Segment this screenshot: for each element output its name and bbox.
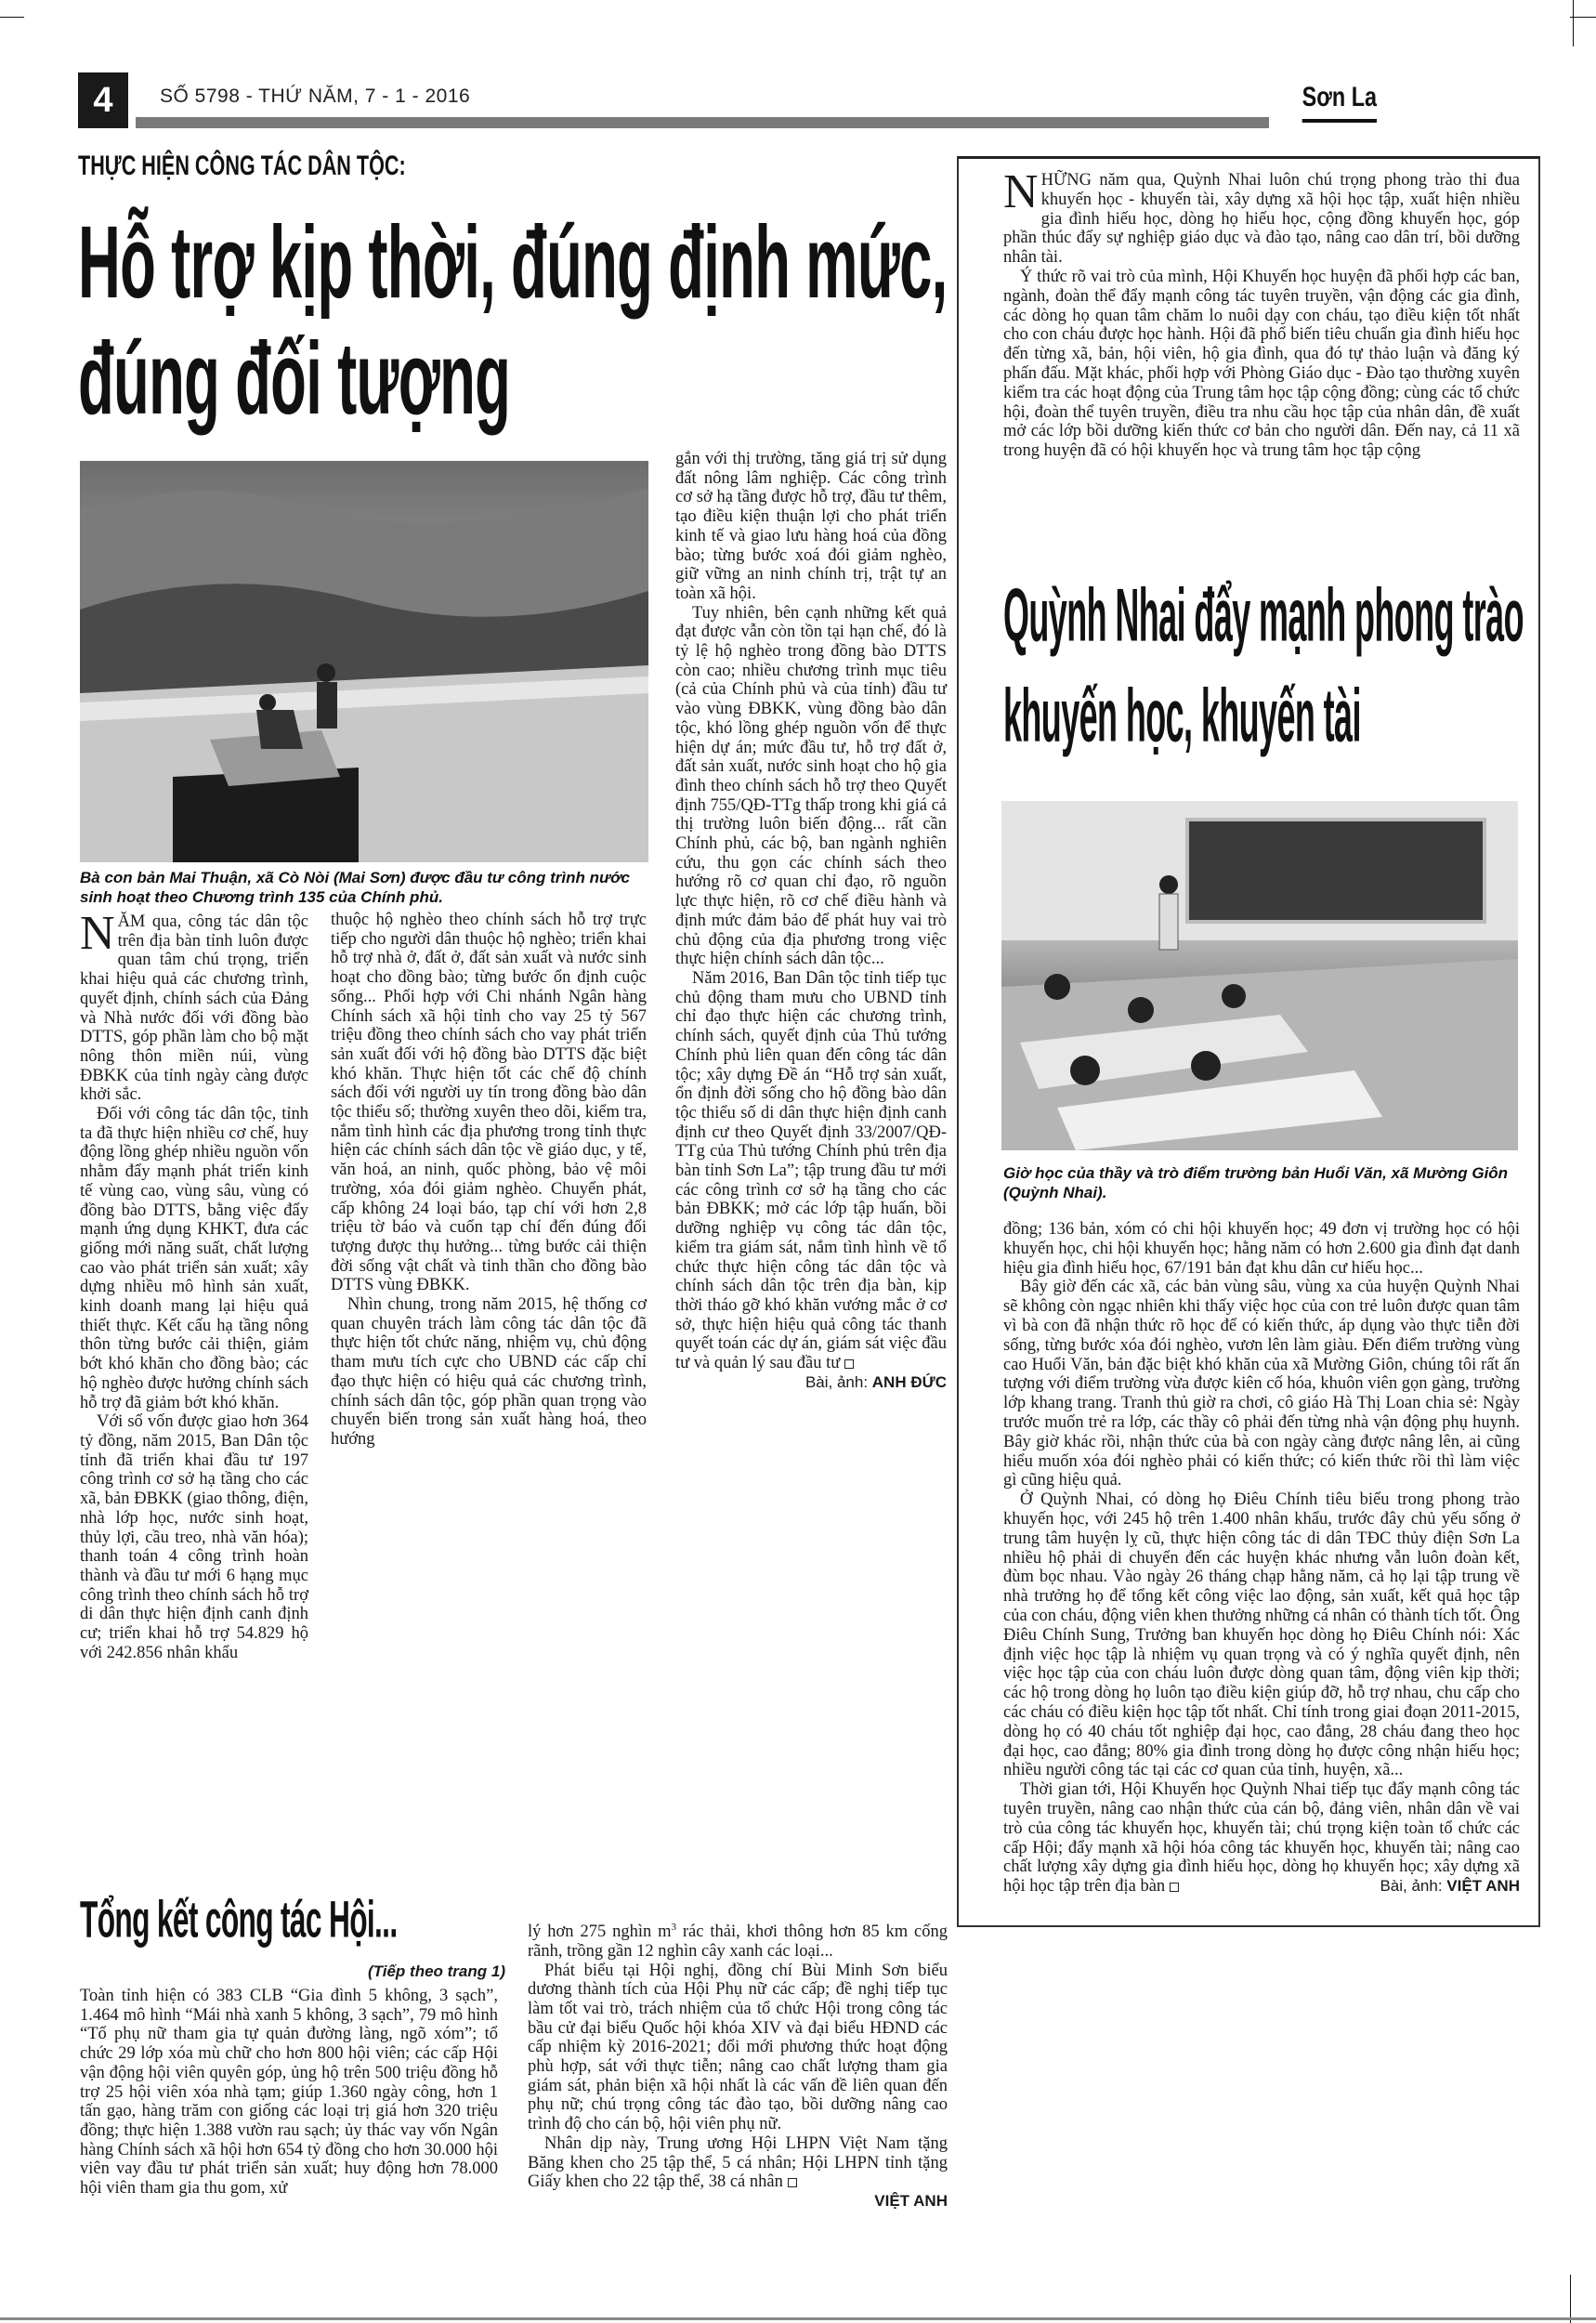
article-headline: Tổng kết công tác Hội... (80, 1892, 398, 1949)
article-paragraph: NĂM qua, công tác dân tộc trên địa bàn tỉnh luôn được quan tâm chú trọng, triển khai hiệu quả các chương trình, quyết định, chính sách của Đảng và Nhà nước đối với đồng bào DTTS, góp phần làm cho bộ mặt nông thôn miền núi, vùng ĐBKK của tỉnh ngày càng được khởi sắc. (80, 907, 308, 1105)
photo-illustration (1001, 801, 1518, 1150)
crop-mark (1570, 2275, 1571, 2323)
article-paragraph: NHỮNG năm qua, Quỳnh Nhai luôn chú trọng phong trào thi đua khuyến học - khuyến tài, xây dựng xã hội học tập, xuất hiện nhiều gia đình hiếu học, dòng họ hiếu học, cộng đồng khuyến học, góp phần thúc đẩy sự nghiệp giáo dục và đào tạo, nâng cao dân trí, bồi dưỡng nhân tài. (1003, 165, 1520, 268)
drop-cap: N (80, 907, 115, 960)
article-paragraph: Ý thức rõ vai trò của mình, Hội Khuyến học huyện đã phối hợp các ban, ngành, đoàn thể đẩy mạnh công tác tuyên truyền, vận động các gia đình, các dòng họ quan tâm chăm lo nuôi dạy con cháu, tạo điều kiện tốt nhất cho con cháu được học hành. Hội đã phổ biến tiêu chuẩn gia đình hiếu học đến từng xã, bản, hội viên, hộ gia đình, qua đó tự thảo luận và đăng ký phấn đấu. Mặt khác, phối hợp với Phòng Giáo dục - Đào tạo thường xuyên kiểm tra các hoạt động của Trung tâm học tập cộng đồng; cùng các tổ chức hội, đoàn thể tuyên truyền, điều tra nhu cầu học tập của nhân dân, đề xuất mở các lớp bồi dưỡng kiến thức cơ bản cho người dân. Đến nay, cả 11 xã trong huyện đã có hội khuyến học và trung tâm học tập cộng (1003, 267, 1520, 461)
article-paragraph: thuộc hộ nghèo theo chính sách hỗ trợ trực tiếp cho người dân thuộc hộ nghèo; triển khai hỗ trợ nhà ở, đất ở, đất sản xuất và nước sinh hoạt cho đồng bào; từng bước ổn định cuộc sống... Phối hợp với Chi nhánh Ngân hàng Chính sách xã hội tỉnh cho vay 25 tỷ 567 triệu đồng theo chính sách cho vay phát triển sản xuất đối với hộ đồng bào DTTS đặc biệt khó khăn. Thực hiện tốt các chế độ chính sách đối với người uy tín trong đồng bào dân tộc thiểu số; thường xuyên theo dõi, kiểm tra, nắm tình hình các địa phương trong tỉnh thực hiện các chính sách dân tộc về giáo dục, y tế, văn hoá, an ninh, quốc phòng, bảo vệ môi trường, xóa đói giảm nghèo. Chuyển phát, cấp không 24 loại báo, tạp chí với hơn 2,8 triệu tờ báo và cuốn tạp chí đến đúng đối tượng được thụ hưởng... từng bước cải thiện đời sống vật chất và tinh thần cho đồng bào DTTS vùng ĐBKK. (331, 911, 647, 1295)
article-paragraph: gắn với thị trường, tăng giá trị sử dụng đất nông lâm nghiệp. Các công trình cơ sở hạ tầng được hỗ trợ, đầu tư thêm, tạo điều kiện thuận lợi cho phát triển kinh tế và giao lưu hàng hoá của đồng bào; từng bước xoá đói giảm nghèo, giữ vững an ninh chính trị, trật tự an toàn xã hội. (675, 450, 947, 603)
article-paragraph: Với số vốn được giao hơn 364 tỷ đồng, năm 2015, Ban Dân tộc tỉnh đã triển khai đầu tư 197 công trình cơ sở hạ tầng cho các xã, bản ĐBKK (giao thông, điện, nhà lớp học, nước sinh hoạt, thủy lợi, cầu treo, nhà văn hóa); thanh toán 4 công trình hoàn thành và đầu tư mới 6 hạng mục công trình theo chính sách hỗ trợ di dân thực hiện định canh định cư; triển khai hỗ trợ 54.829 hộ với 242.856 nhân khẩu (80, 1412, 308, 1662)
crop-mark (0, 17, 24, 18)
article-paragraph: Thời gian tới, Hội Khuyến học Quỳnh Nhai tiếp tục đẩy mạnh công tác tuyên truyền, nâng cao nhận thức của cán bộ, đảng viên, nhân dân về vai trò của công tác khuyến học, khuyến tài; chú trọng kiện toàn tổ chức các cấp Hội; đẩy mạnh xã hội hóa công tác khuyến học, khuyến tài; nâng cao chất lượng xây dựng gia đình hiếu học, dòng họ khuyến học; xây dựng xã hội học tập trên địa bàn Bài, ảnh: VIỆT ANH (1003, 1780, 1520, 1896)
article-photo (80, 461, 648, 862)
article-column (80, 907, 308, 1662)
photo-caption: Bà con bản Mai Thuận, xã Cò Nòi (Mai Sơn) được đầu tư công trình nước sinh hoạt theo Chương trình 135 của Chính phủ. (80, 869, 631, 906)
article-kicker: THỰC HIỆN CÔNG TÁC DÂN TỘC: (78, 151, 406, 181)
article-paragraph: Bây giờ đến các xã, các bản vùng sâu, vùng xa của huyện Quỳnh Nhai sẽ không còn ngạc nhiên khi thấy việc học của con trẻ luôn được quan tâm vì bà con đã nhận thức rõ học để có kiến thức, áp dụng vào thực tiễn đời sống, từng bước xóa đói nghèo, vươn lên làm giàu. Đến điểm trường vùng cao Huổi Văn, bản đặc biệt khó khăn của xã Mường Giôn, chúng tôi rất ấn tượng với điểm trường vừa được kiên cố hóa, khuôn viên gọn gàng, trường lớp khang trang. Tranh thủ giờ ra chơi, cô giáo Hà Thị Loan chia sẻ: Ngày trước muốn trẻ ra lớp, các thầy cô phải đến từng nhà vận động phụ huynh. Bây giờ khác rồi, nhận thức của bà con ngày càng được nâng lên, ai cũng hiểu muốn xóa đói nghèo phải có kiến thức; có kiến thức rồi thì làm việc gì cũng hiệu quả. (1003, 1278, 1520, 1490)
end-mark-icon (844, 1359, 854, 1369)
article-column (80, 1987, 498, 2198)
article-paragraph: Phát biểu tại Hội nghị, đồng chí Bùi Minh Sơn biểu dương thành tích của Hội Phụ nữ các cấp; đề nghị tiếp tục làm tốt vai trò, trách nhiệm của tổ chức Hội trong công tác bầu cử đại biểu Quốc hội khóa XIV và đại biểu HĐND các cấp nhiệm kỳ 2016-2021; đổi mới phương thức hoạt động phù hợp, sát với thực tiễn; nâng cao chất lượng tham gia giám sát, phản biện xã hội nhất là các vấn đề liên quan đến phụ nữ; chú trọng công tác đào tạo, bồi dưỡng nâng cao trình độ cho cán bộ, hội viên phụ nữ. (528, 1961, 948, 2134)
article-paragraph: đồng; 136 bản, xóm có chi hội khuyến học; 49 đơn vị trường học có hội khuyến học, chi hội khuyến học; hằng năm có hơn 2.600 gia đình đạt danh hiệu gia đình hiếu học, 67/191 bản đạt khu dân cư hiếu học... (1003, 1220, 1520, 1278)
article-paragraph: Nhân dịp này, Trung ương Hội LHPN Việt Nam tặng Băng khen cho 25 tập thể, 5 cá nhân; Hội LHPN tỉnh tặng Giấy khen cho 22 tập thể, 38 cá nhân (528, 2133, 948, 2192)
article-column (1003, 165, 1520, 461)
issue-line: SỐ 5798 - THỨ NĂM, 7 - 1 - 2016 (160, 85, 471, 107)
page-bottom-rule (0, 2317, 1596, 2320)
article-column (675, 450, 947, 1392)
photo-caption: Giờ học của thầy và trò điểm trường bản Huổi Văn, xã Mường Giôn (Quỳnh Nhai). (1003, 1164, 1509, 1201)
article-paragraph: Tuy nhiên, bên cạnh những kết quả đạt được vẫn còn tồn tại hạn chế, đó là tỷ lệ hộ nghèo trong đồng bào DTTS còn cao; nhiều chương trình mục tiêu (cả của Chính phủ và của tỉnh) đầu tư vào vùng ĐBKK, vùng đồng bào dân tộc, khó lồng ghép nguồn vốn để thực hiện dự án; mức đầu tư, hỗ trợ đất ở, đất sản xuất, nước sinh hoạt cho hộ gia đình theo chính sách hỗ trợ theo Quyết định 755/QĐ-TTg thấp trong khi giá cả thị trường luôn biến động... rất cần Chính phủ, các bộ, ban ngành nghiên cứu, thu gọn các chính sách theo hướng rõ cơ quan chỉ đạo, rõ nguồn lực thực hiện, rõ cơ chế điều hành và định mức đảm bảo để phát huy vai trò chủ động của địa phương trong việc thực hiện chính sách dân tộc... (675, 603, 947, 969)
article-paragraph: Đối với công tác dân tộc, tỉnh ta đã thực hiện nhiều cơ chế, huy động lồng ghép nhiều nguồn vốn nhằm đẩy mạnh phát triển kinh tế vùng cao, vùng sâu, vùng có đồng bào DTTS, bằng việc đẩy mạnh ứng dụng KHKT, đưa các giống mới năng suất, chất lượng cao vào phát triển sản xuất; xây dựng nhiều mô hình sản xuất, kinh doanh mang lại hiệu quả thiết thực. Kết cấu hạ tầng nông thôn từng bước cải thiện, giảm bớt khó khăn cho đồng bào; các hộ nghèo được hưởng chính sách hỗ trợ đã giảm bớt khó khăn. (80, 1105, 308, 1412)
crop-mark (1570, 17, 1596, 18)
article-headline: đúng đối tượng (78, 322, 511, 437)
article-headline: Hỗ trợ kịp thời, đúng định mức, (78, 205, 948, 321)
paper-name: Sơn La (1302, 76, 1377, 123)
article-byline: Bài, ảnh: ANH ĐỨC (805, 1372, 947, 1391)
article-column (528, 1918, 948, 2211)
article-paragraph: Năm 2016, Ban Dân tộc tỉnh tiếp tục chủ động tham mưu cho UBND tỉnh chỉ đạo thực hiện các chương trình, chính sách, quyết định của Thủ tướng Chính phủ liên quan đến công tác dân tộc; xây dựng Đề án “Hỗ trợ sản xuất, ổn định đời sống cho hộ đồng bào dân tộc thiểu số di dân thực hiện định canh định cư theo Quyết định 33/2007/QĐ-TTg của Thủ tướng Chính phủ trên địa bàn tỉnh Sơn La”; tập trung đầu tư mới các công trình cơ sở hạ tầng cho các bản ĐBKK; mở các lớp tập huấn, bồi dưỡng nghiệp vụ công tác dân tộc, kiểm tra giám sát, nắm tình hình về tổ chức thực hiện công tác dân tộc và chính sách dân tộc trên địa bàn, kịp thời tháo gỡ khó khăn vướng mắc ở cơ sở, thực hiện hiệu quả công tác thanh quyết toán các dự án, giám sát việc đầu tư và quản lý sau đầu tư (675, 968, 947, 1373)
end-mark-icon (1170, 1883, 1179, 1892)
crop-mark (1573, 0, 1574, 46)
article-headline: khuyến học, khuyến tài (1003, 675, 1361, 758)
article-headline: Quỳnh Nhai đẩy mạnh phong trào (1003, 574, 1524, 658)
article-paragraph: Nhìn chung, trong năm 2015, hệ thống cơ quan chuyên trách làm công tác dân tộc đã thực hiện tốt chức năng, nhiệm vụ, chủ động tham mưu tích cực cho UBND các cấp chỉ đạo thực hiện có hiệu quả các chương trình, chính sách dân tộc, góp phần quan trọng vào chuyển biến trong sản xuất hàng hoá, theo hướng (331, 1295, 647, 1449)
photo-illustration (80, 461, 648, 862)
article-paragraph: lý hơn 275 nghìn $m^3$ rác thải, khơi thông hơn 85 km cống rãnh, trồng gần 12 nghìn cây xanh các loại... (528, 1922, 948, 1961)
header-rule (136, 117, 1269, 128)
article-paragraph: Ở Quỳnh Nhai, có dòng họ Điêu Chính tiêu biểu trong phong trào khuyến học, với 245 hộ trên 1.400 nhân khẩu, trước đây chủ yếu sống ở trung tâm huyện lỵ cũ, thực hiện công tác di dân TĐC thủy điện Sơn La nhiều hộ phải di chuyển đến các huyện khác nhưng vẫn luôn đoàn kết, đùm bọc nhau. Vào ngày 26 tháng chạp hằng năm, cả họ lại tập trung về nhà trưởng họ để tổng kết công việc lao động, sản xuất, kết quả học tập của con cháu, động viên khen thưởng những cá nhân có thành tích tốt. Ông Điêu Chính Sung, Trưởng ban khuyến học dòng họ Điêu Chính nói: Xác định việc học tập là nhiệm vụ quan trọng và có ý nghĩa quyết định, nên việc học tập của con cháu luôn được dòng quan tâm, động viên kịp thời; các hộ trong dòng họ luôn tạo điều kiện giúp đỡ, hỗ trợ nhau, chu cấp cho các cháu có điều kiện học tập tốt nhất. Chỉ tính trong giai đoạn 2011-2015, dòng họ có 40 cháu tốt nghiệp đại học, cao đẳng, 28 cháu đang theo học đại học, cao đẳng; 80% gia đình trong dòng họ được công nhận hiếu học; nhiều người công tác tại các cơ quan của tỉnh, huyện, xã... (1003, 1490, 1520, 1780)
page-number: 4 (78, 72, 128, 128)
end-mark-icon (788, 2178, 797, 2187)
article-byline: VIỆT ANH (874, 2192, 948, 2210)
article-byline: Bài, ảnh: VIỆT ANH (1380, 1877, 1520, 1896)
article-photo (1001, 801, 1518, 1150)
continued-note: (Tiếp theo trang 1) (368, 1962, 505, 1980)
drop-cap: N (1003, 165, 1039, 218)
article-column (331, 911, 647, 1450)
article-column (1003, 1220, 1520, 1896)
article-paragraph: Toàn tỉnh hiện có 383 CLB “Gia đình 5 không, 3 sạch”, 1.464 mô hình “Mái nhà xanh 5 không, 3 sạch”, 79 mô hình “Tổ phụ nữ tham gia tự quản đường làng, ngõ xóm”; tổ chức 29 lớp xóa mù chữ cho hơn 800 hội viên; các cấp Hội vận động hội viên quyên góp, ủng hộ trên 500 triệu đồng hỗ trợ 25 hội viên xóa nhà tạm; giúp 1.360 ngày công, hơn 1 tấn gạo, hàng trăm con giống các loại trị giá hơn 320 triệu đồng; thực hiện 1.388 vườn rau sạch; ủy thác vay vốn Ngân hàng Chính sách xã hội hơn 654 tỷ đồng cho hơn 30.000 hội viên vay đầu tư phát triển sản xuất; huy động hơn 78.000 hội viên tham gia thu gom, xử (80, 1987, 498, 2198)
